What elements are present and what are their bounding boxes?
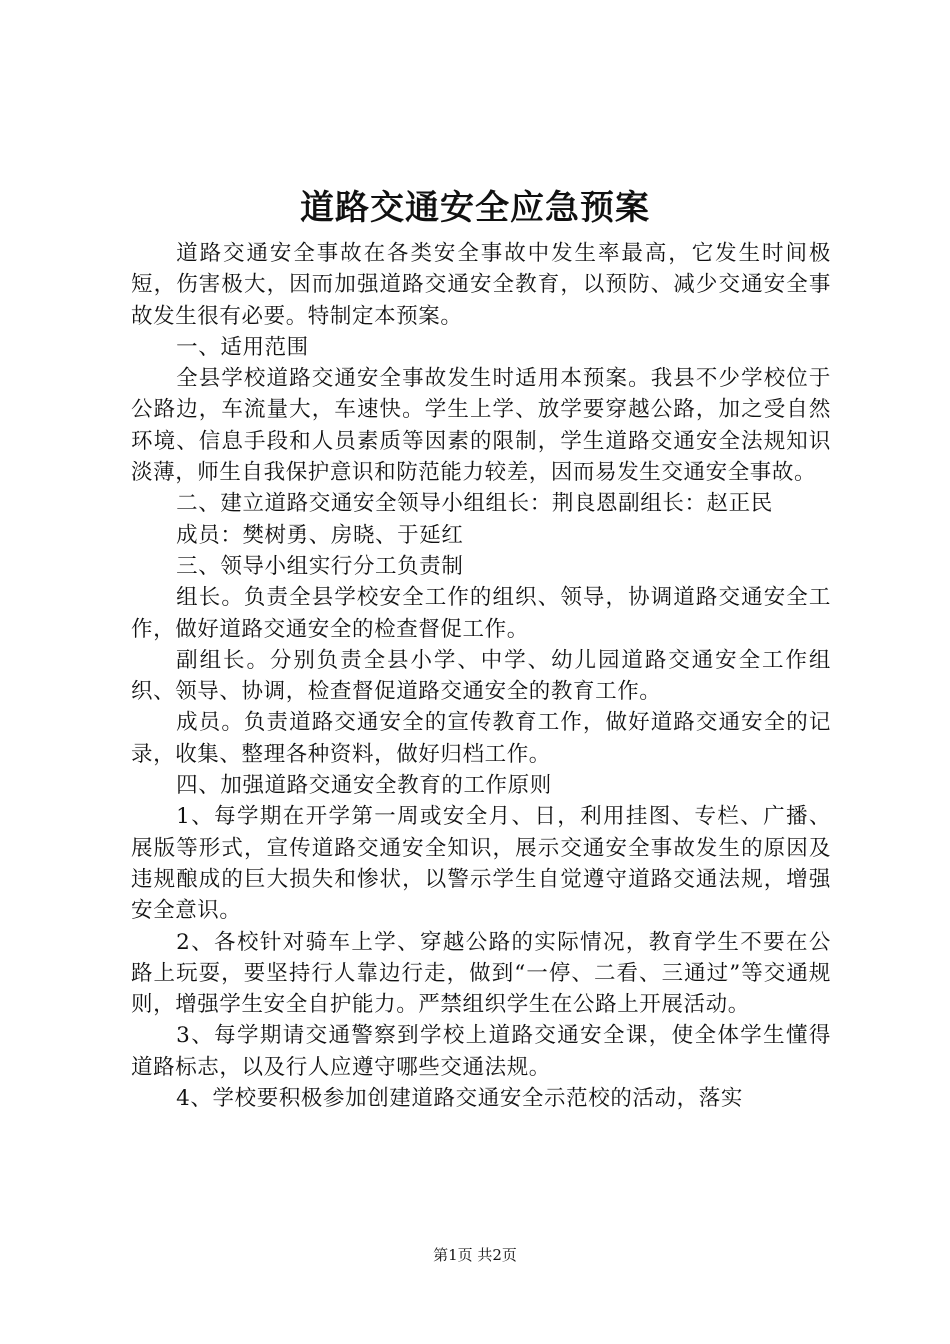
- document-title: 道路交通安全应急预案: [300, 188, 650, 228]
- paragraph-principle-1: 1、每学期在开学第一周或安全月、日，利用挂图、专栏、广播、展版等形式，宣传道路交通安全知识，展示交通安全事故发生的原因及违规酿成的巨大损失和惨状，以警示学生自觉遵守道路交通法规，增强安全意识。: [131, 804, 831, 924]
- paragraph-deputy-leader: 副组长。分别负责全县小学、中学、幼儿园道路交通安全工作组织、领导、协调，检查督促道路交通安全的教育工作。: [131, 647, 831, 705]
- paragraph-principle-3: 3、每学期请交通警察到学校上道路交通安全课，使全体学生懂得道路标志，以及行人应遵守哪些交通法规。: [131, 1023, 831, 1080]
- document-body: [131, 238, 831, 1114]
- page-number-footer: 第1页 共2页: [433, 1246, 517, 1264]
- heading-education-principles: 四、加强道路交通安全教育的工作原则: [176, 773, 552, 799]
- heading-division-of-duties: 三、领导小组实行分工负责制: [176, 553, 464, 579]
- heading-scope: 一、适用范围: [176, 334, 309, 360]
- paragraph-group-leader: 组长。负责全县学校安全工作的组织、领导，协调道路交通安全工作，做好道路交通安全的检查督促工作。: [131, 585, 831, 642]
- paragraph-intro: 道路交通安全事故在各类安全事故中发生率最高，它发生时间极短，伤害极大，因而加强道路交通安全教育，以预防、减少交通安全事故发生很有必要。特制定本预案。: [131, 241, 831, 329]
- paragraph-principle-4: 4、学校要积极参加创建道路交通安全示范校的活动，落实: [176, 1086, 743, 1112]
- paragraph-principle-2: 2、各校针对骑车上学、穿越公路的实际情况，教育学生不要在公路上玩耍，要坚持行人靠边行走，做到“一停、二看、三通过”等交通规则，增强学生安全自护能力。严禁组织学生在公路上开展活动。: [131, 929, 831, 1018]
- paragraph-member-duties: 成员。负责道路交通安全的宣传教育工作，做好道路交通安全的记录，收集、整理各种资料，做好归档工作。: [131, 710, 831, 767]
- heading-leadership-group: 二、建立道路交通安全领导小组组长：荆良恩副组长：赵正民: [176, 491, 773, 517]
- paragraph-members: 成员：樊树勇、房晓、于延红: [176, 522, 464, 548]
- paragraph-scope: 全县学校道路交通安全事故发生时适用本预案。我县不少学校位于公路边，车流量大，车速快。学生上学、放学要穿越公路，加之受自然环境、信息手段和人员素质等因素的限制，学生道路交通安全法规知识淡薄，师生自我保护意识和防范能力较差，因而易发生交通安全事故。: [131, 366, 831, 486]
